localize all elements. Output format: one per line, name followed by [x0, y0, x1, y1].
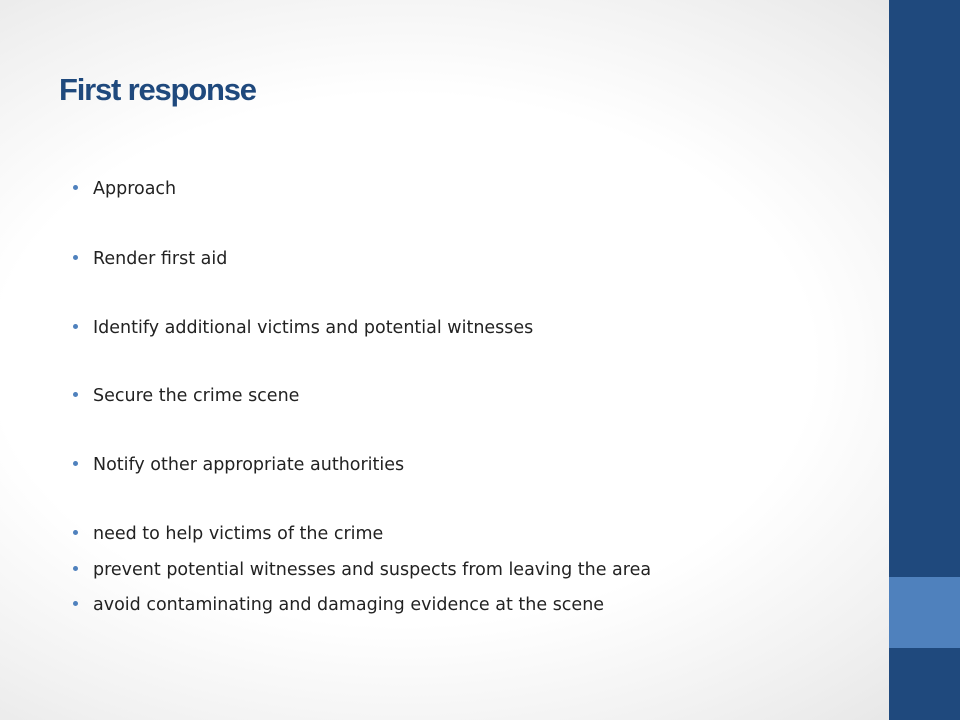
bullet-item — [73, 592, 604, 618]
bullet-text: Approach — [93, 179, 177, 199]
bullet-item — [73, 315, 533, 341]
bullet-item — [73, 452, 404, 478]
bullet-text: avoid contaminating and damaging evidence at the scene — [93, 595, 605, 615]
bullet-dot-icon — [73, 392, 78, 397]
bullet-dot-icon — [73, 324, 78, 329]
bullet-dot-icon — [73, 185, 78, 190]
bullet-item — [73, 521, 383, 547]
decorative-side-bar — [889, 0, 960, 720]
bullet-text: need to help victims of the crime — [93, 524, 384, 544]
bullet-text: Render first aid — [93, 249, 228, 269]
bullet-item — [73, 383, 299, 409]
bullet-text: prevent potential witnesses and suspects from leaving the area — [93, 560, 652, 580]
bullet-text: Identify additional victims and potential witnesses — [93, 318, 534, 338]
bullet-dot-icon — [73, 255, 78, 260]
decorative-accent-block — [889, 577, 960, 648]
bullet-item — [73, 557, 651, 583]
bullet-dot-icon — [73, 601, 78, 606]
bullet-dot-icon — [73, 566, 78, 571]
bullet-text: Secure the crime scene — [93, 386, 300, 406]
bullet-dot-icon — [73, 461, 78, 466]
bullet-dot-icon — [73, 530, 78, 535]
bullet-item — [73, 246, 227, 272]
bullet-item — [73, 176, 176, 202]
slide-title: First response — [59, 72, 256, 107]
bullet-text: Notify other appropriate authorities — [93, 455, 405, 475]
